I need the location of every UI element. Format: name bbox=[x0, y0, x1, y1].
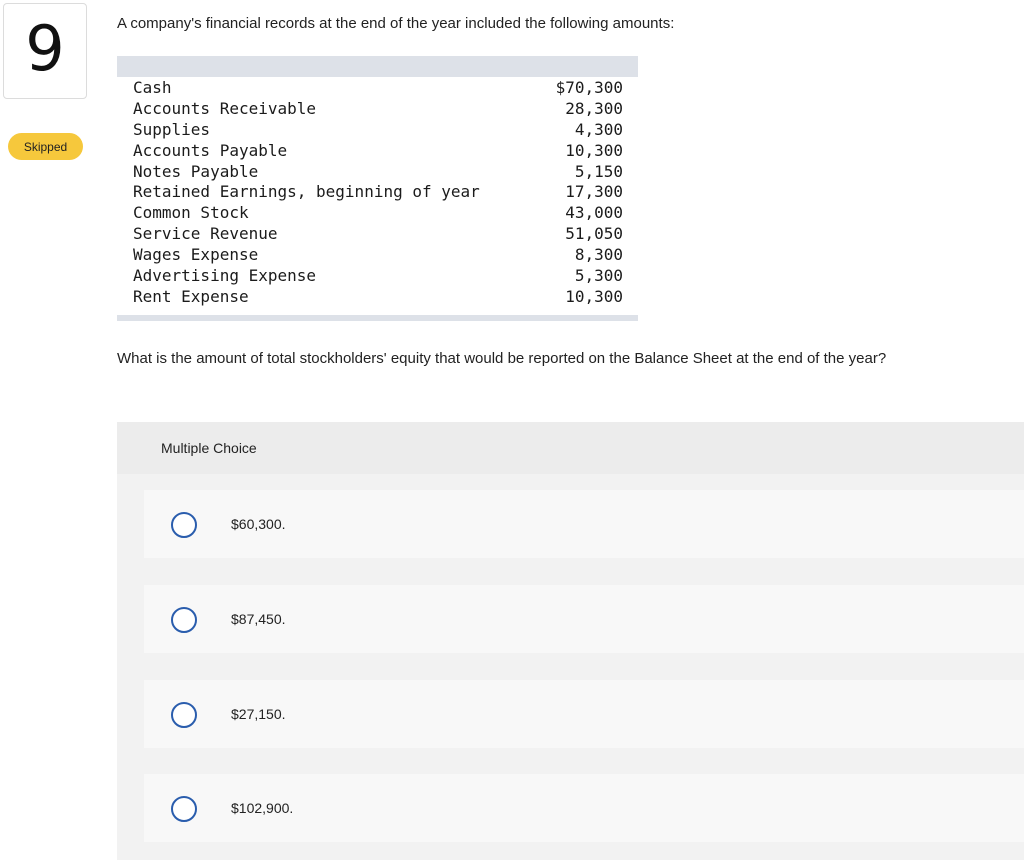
table-row bbox=[133, 287, 623, 308]
record-label: Notes Payable bbox=[133, 161, 259, 181]
record-label: Supplies bbox=[133, 119, 211, 139]
record-label: Service Revenue bbox=[133, 224, 278, 244]
table-row bbox=[133, 266, 623, 287]
option-text: $27,150. bbox=[231, 706, 286, 722]
option-text: $60,300. bbox=[231, 516, 286, 532]
table-row bbox=[133, 99, 623, 120]
answer-option-c[interactable] bbox=[144, 680, 1024, 748]
record-amount: 5,300 bbox=[574, 266, 623, 286]
record-amount: 10,300 bbox=[565, 140, 623, 160]
record-amount: 17,300 bbox=[565, 182, 623, 202]
record-label: Advertising Expense bbox=[133, 266, 317, 286]
record-label: Cash bbox=[133, 78, 172, 97]
multiple-choice-label: Multiple Choice bbox=[161, 440, 257, 456]
status-badge: Skipped bbox=[8, 133, 83, 160]
question-number: 9 bbox=[25, 12, 65, 85]
record-amount: 43,000 bbox=[565, 203, 623, 223]
table-row bbox=[133, 182, 623, 203]
record-label: Wages Expense bbox=[133, 245, 259, 265]
table-row bbox=[133, 245, 623, 266]
option-text: $102,900. bbox=[231, 800, 294, 816]
record-amount: 5,150 bbox=[574, 161, 623, 181]
table-row bbox=[133, 141, 623, 162]
answer-option-d[interactable] bbox=[144, 774, 1024, 842]
record-label: Accounts Receivable bbox=[133, 98, 317, 118]
record-amount: 28,300 bbox=[565, 98, 623, 118]
option-text: $87,450. bbox=[231, 611, 286, 627]
table-row bbox=[133, 78, 623, 99]
question-intro: A company's financial records at the end of the year included the following amounts: bbox=[117, 15, 675, 32]
table-row bbox=[133, 120, 623, 141]
financial-records-table bbox=[117, 56, 638, 321]
question-number-box bbox=[3, 3, 87, 99]
table-row bbox=[133, 224, 623, 245]
answer-option-b[interactable] bbox=[144, 585, 1024, 653]
record-label: Rent Expense bbox=[133, 286, 249, 306]
record-amount: 10,300 bbox=[565, 286, 623, 306]
radio-button[interactable] bbox=[171, 512, 197, 538]
question-prompt: What is the amount of total stockholders' equity that would be reported on the Balance Sheet at the end of the year? bbox=[117, 350, 887, 367]
radio-button[interactable] bbox=[171, 607, 197, 633]
record-label: Retained Earnings, beginning of year bbox=[133, 182, 480, 202]
radio-button[interactable] bbox=[171, 796, 197, 822]
record-amount: 4,300 bbox=[574, 119, 623, 139]
multiple-choice-header bbox=[117, 422, 1024, 474]
answer-option-a[interactable] bbox=[144, 490, 1024, 558]
table-top-band bbox=[117, 56, 638, 77]
radio-button[interactable] bbox=[171, 702, 197, 728]
record-amount: 8,300 bbox=[574, 245, 623, 265]
table-bottom-band bbox=[117, 315, 638, 321]
record-amount: 51,050 bbox=[565, 224, 623, 244]
table-row bbox=[133, 203, 623, 224]
record-label: Accounts Payable bbox=[133, 140, 288, 160]
table-row bbox=[133, 162, 623, 183]
multiple-choice-panel bbox=[117, 422, 1024, 860]
record-label: Common Stock bbox=[133, 203, 249, 223]
record-amount: $70,300 bbox=[555, 78, 623, 97]
